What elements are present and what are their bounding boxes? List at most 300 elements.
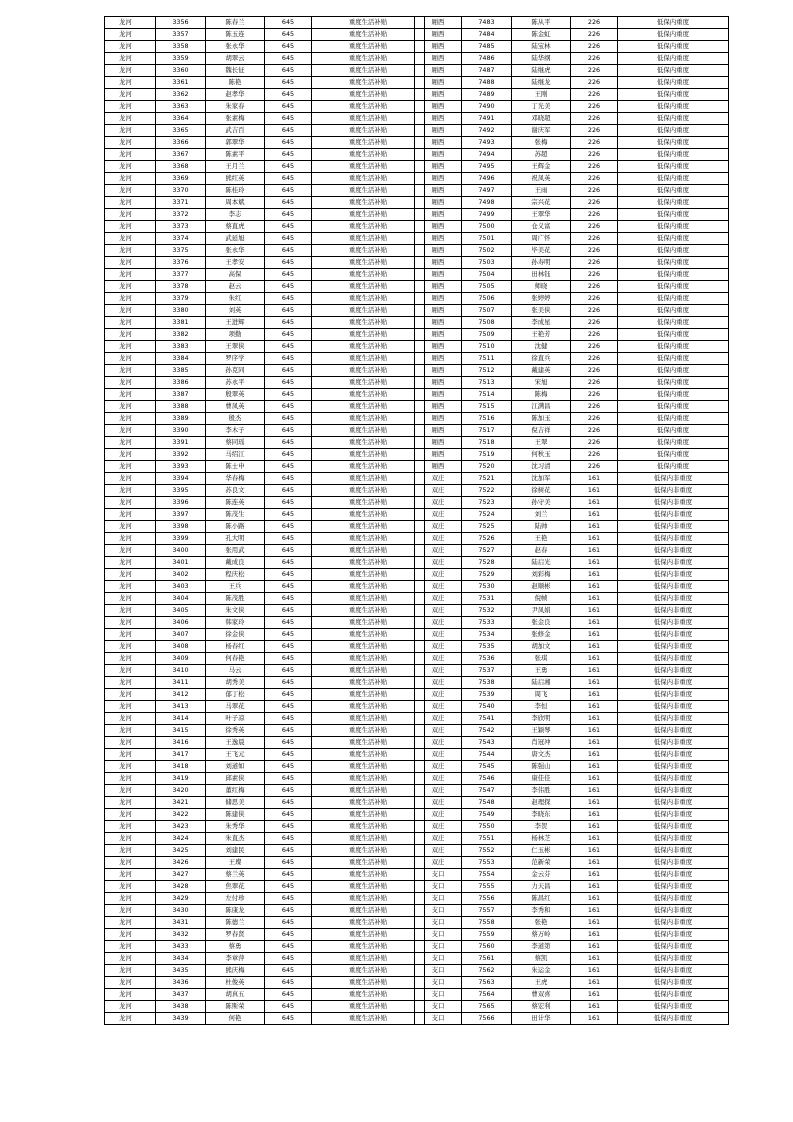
district-cell: 龙河 (105, 137, 156, 149)
amount-cell: 226 (571, 221, 618, 233)
category-cell: 重度生活补贴 (312, 893, 425, 905)
district-cell: 龙河 (105, 89, 156, 101)
category-cell: 重度生活补贴 (312, 581, 425, 593)
amount-cell: 161 (571, 629, 618, 641)
amount-cell: 645 (265, 149, 312, 161)
serial-cell: 7510 (462, 341, 512, 353)
category-cell: 重度生活补贴 (312, 401, 425, 413)
serial-cell: 3371 (156, 197, 206, 209)
table-row (415, 65, 729, 77)
district-cell: 厢西 (415, 41, 462, 53)
table-row (415, 245, 729, 257)
category-cell: 低保内非重度 (618, 497, 729, 509)
amount-cell: 645 (265, 377, 312, 389)
district-cell: 双庄 (415, 473, 462, 485)
table-row (415, 977, 729, 989)
category-cell: 低保内非重度 (618, 665, 729, 677)
category-cell: 重度生活补贴 (312, 101, 425, 113)
amount-cell: 161 (571, 785, 618, 797)
serial-cell: 3423 (156, 821, 206, 833)
name-cell: 徐直兵 (512, 353, 571, 365)
district-cell: 龙河 (105, 941, 156, 953)
amount-cell: 645 (265, 461, 312, 473)
amount-cell: 161 (571, 833, 618, 845)
serial-cell: 7495 (462, 161, 512, 173)
amount-cell: 645 (265, 185, 312, 197)
amount-cell: 645 (265, 941, 312, 953)
category-cell: 低保内重度 (618, 89, 729, 101)
name-cell: 陈建侠 (206, 809, 265, 821)
serial-cell: 7546 (462, 773, 512, 785)
amount-cell: 645 (265, 557, 312, 569)
name-cell: 力天昌 (512, 881, 571, 893)
table-row (105, 797, 425, 809)
category-cell: 重度生活补贴 (312, 977, 425, 989)
category-cell: 低保内非重度 (618, 761, 729, 773)
district-cell: 支口 (415, 965, 462, 977)
amount-cell: 645 (265, 293, 312, 305)
name-cell: 马绍江 (206, 449, 265, 461)
table-row (415, 1013, 729, 1025)
serial-cell: 3413 (156, 701, 206, 713)
amount-cell: 645 (265, 413, 312, 425)
name-cell: 孙寿明 (512, 257, 571, 269)
category-cell: 重度生活补贴 (312, 113, 425, 125)
district-cell: 厢西 (415, 149, 462, 161)
district-cell: 厢西 (415, 89, 462, 101)
table-row (415, 941, 729, 953)
name-cell: 刘彩梅 (512, 569, 571, 581)
name-cell: 范新荣 (512, 857, 571, 869)
amount-cell: 645 (265, 113, 312, 125)
amount-cell: 226 (571, 389, 618, 401)
district-cell: 双庄 (415, 521, 462, 533)
serial-cell: 7562 (462, 965, 512, 977)
district-cell: 龙河 (105, 461, 156, 473)
table-row (415, 665, 729, 677)
category-cell: 低保内重度 (618, 461, 729, 473)
amount-cell: 645 (265, 569, 312, 581)
amount-cell: 645 (265, 689, 312, 701)
table-row (105, 329, 425, 341)
table-row (415, 593, 729, 605)
table-row (415, 737, 729, 749)
table-row (105, 245, 425, 257)
serial-cell: 3424 (156, 833, 206, 845)
serial-cell: 3425 (156, 845, 206, 857)
table-row (105, 665, 425, 677)
amount-cell: 645 (265, 857, 312, 869)
amount-cell: 645 (265, 161, 312, 173)
district-cell: 龙河 (105, 725, 156, 737)
amount-cell: 161 (571, 1001, 618, 1013)
serial-cell: 7506 (462, 293, 512, 305)
amount-cell: 645 (265, 965, 312, 977)
amount-cell: 161 (571, 473, 618, 485)
district-cell: 龙河 (105, 401, 156, 413)
category-cell: 重度生活补贴 (312, 317, 425, 329)
district-cell: 双庄 (415, 689, 462, 701)
amount-cell: 226 (571, 113, 618, 125)
category-cell: 低保内非重度 (618, 557, 729, 569)
category-cell: 重度生活补贴 (312, 245, 425, 257)
district-cell: 龙河 (105, 929, 156, 941)
category-cell: 低保内重度 (618, 449, 729, 461)
name-cell: 王刚 (512, 89, 571, 101)
serial-cell: 3431 (156, 917, 206, 929)
district-cell: 龙河 (105, 701, 156, 713)
name-cell: 陈斯荣 (206, 1001, 265, 1013)
name-cell: 张金良 (512, 617, 571, 629)
table-row (105, 845, 425, 857)
district-cell: 龙河 (105, 1001, 156, 1013)
amount-cell: 161 (571, 869, 618, 881)
district-cell: 龙河 (105, 161, 156, 173)
district-cell: 龙河 (105, 581, 156, 593)
serial-cell: 7515 (462, 401, 512, 413)
district-cell: 龙河 (105, 773, 156, 785)
amount-cell: 645 (265, 725, 312, 737)
serial-cell: 3367 (156, 149, 206, 161)
serial-cell: 3384 (156, 353, 206, 365)
district-cell: 双庄 (415, 785, 462, 797)
district-cell: 龙河 (105, 953, 156, 965)
amount-cell: 161 (571, 1013, 618, 1025)
serial-cell: 7534 (462, 629, 512, 641)
district-cell: 龙河 (105, 821, 156, 833)
district-cell: 双庄 (415, 845, 462, 857)
category-cell: 低保内重度 (618, 329, 729, 341)
district-cell: 龙河 (105, 257, 156, 269)
name-cell: 尹凤娟 (512, 605, 571, 617)
district-cell: 厢西 (415, 245, 462, 257)
category-cell: 低保内重度 (618, 353, 729, 365)
name-cell: 蔡同瑶 (206, 437, 265, 449)
table-row (105, 53, 425, 65)
category-cell: 低保内重度 (618, 137, 729, 149)
district-cell: 龙河 (105, 521, 156, 533)
table-row (105, 341, 425, 353)
district-cell: 厢西 (415, 185, 462, 197)
name-cell: 戴建英 (512, 365, 571, 377)
district-cell: 厢西 (415, 293, 462, 305)
amount-cell: 645 (265, 53, 312, 65)
serial-cell: 7530 (462, 581, 512, 593)
amount-cell: 645 (265, 761, 312, 773)
category-cell: 低保内重度 (618, 101, 729, 113)
name-cell: 邱素侠 (206, 773, 265, 785)
table-row (105, 425, 425, 437)
name-cell: 何秋玉 (512, 449, 571, 461)
name-cell: 沈加军 (512, 473, 571, 485)
table-row (105, 497, 425, 509)
serial-cell: 7518 (462, 437, 512, 449)
district-cell: 厢西 (415, 209, 462, 221)
table-row (105, 941, 425, 953)
amount-cell: 226 (571, 209, 618, 221)
name-cell: 杨林芝 (512, 833, 571, 845)
category-cell: 低保内重度 (618, 341, 729, 353)
serial-cell: 7497 (462, 185, 512, 197)
serial-cell: 3358 (156, 41, 206, 53)
name-cell: 朱文侠 (206, 605, 265, 617)
serial-cell: 3385 (156, 365, 206, 377)
category-cell: 低保内非重度 (618, 485, 729, 497)
category-cell: 低保内重度 (618, 293, 729, 305)
name-cell: 仁玉彬 (512, 845, 571, 857)
serial-cell: 3391 (156, 437, 206, 449)
category-cell: 低保内非重度 (618, 689, 729, 701)
table-row (105, 605, 425, 617)
category-cell: 低保内重度 (618, 221, 729, 233)
amount-cell: 645 (265, 65, 312, 77)
table-row (415, 893, 729, 905)
name-cell: 朱运金 (512, 965, 571, 977)
district-cell: 支口 (415, 905, 462, 917)
amount-cell: 645 (265, 401, 312, 413)
table-row (105, 557, 425, 569)
table-row (415, 953, 729, 965)
table-row (415, 473, 729, 485)
name-cell: 李贺 (512, 821, 571, 833)
amount-cell: 645 (265, 341, 312, 353)
category-cell: 低保内重度 (618, 53, 729, 65)
table-row (105, 953, 425, 965)
serial-cell: 3405 (156, 605, 206, 617)
serial-cell: 3406 (156, 617, 206, 629)
name-cell: 张用武 (206, 545, 265, 557)
table-row (415, 629, 729, 641)
district-cell: 双庄 (415, 485, 462, 497)
category-cell: 低保内重度 (618, 65, 729, 77)
category-cell: 低保内重度 (618, 197, 729, 209)
category-cell: 重度生活补贴 (312, 917, 425, 929)
district-cell: 龙河 (105, 113, 156, 125)
district-cell: 支口 (415, 1001, 462, 1013)
district-cell: 厢西 (415, 77, 462, 89)
table-row (415, 461, 729, 473)
district-cell: 厢西 (415, 17, 462, 29)
serial-cell: 3383 (156, 341, 206, 353)
district-cell: 龙河 (105, 173, 156, 185)
amount-cell: 226 (571, 197, 618, 209)
category-cell: 低保内非重度 (618, 725, 729, 737)
serial-cell: 3414 (156, 713, 206, 725)
category-cell: 重度生活补贴 (312, 377, 425, 389)
amount-cell: 161 (571, 653, 618, 665)
table-row (415, 77, 729, 89)
category-cell: 低保内非重度 (618, 581, 729, 593)
table-row (415, 53, 729, 65)
category-cell: 低保内非重度 (618, 941, 729, 953)
table-row (105, 161, 425, 173)
table-row (105, 1001, 425, 1013)
category-cell: 重度生活补贴 (312, 797, 425, 809)
serial-cell: 7520 (462, 461, 512, 473)
amount-cell: 161 (571, 905, 618, 917)
category-cell: 低保内重度 (618, 209, 729, 221)
table-row (415, 1001, 729, 1013)
category-cell: 重度生活补贴 (312, 953, 425, 965)
table-row (415, 713, 729, 725)
name-cell: 陈康龙 (206, 905, 265, 917)
district-cell: 龙河 (105, 125, 156, 137)
district-cell: 龙河 (105, 677, 156, 689)
serial-cell: 3360 (156, 65, 206, 77)
name-cell: 韩家玲 (206, 617, 265, 629)
name-cell: 左付珍 (206, 893, 265, 905)
district-cell: 龙河 (105, 77, 156, 89)
serial-cell: 7561 (462, 953, 512, 965)
district-cell: 龙河 (105, 965, 156, 977)
table-row (105, 593, 425, 605)
table-row (415, 785, 729, 797)
district-cell: 龙河 (105, 65, 156, 77)
district-cell: 厢西 (415, 65, 462, 77)
name-cell: 金云芬 (512, 869, 571, 881)
name-cell: 蔡直虎 (206, 221, 265, 233)
table-row (105, 77, 425, 89)
category-cell: 低保内非重度 (618, 821, 729, 833)
name-cell: 陈连英 (206, 497, 265, 509)
table-row (415, 137, 729, 149)
name-cell: 田林钰 (512, 269, 571, 281)
serial-cell: 7486 (462, 53, 512, 65)
table-row (415, 353, 729, 365)
name-cell: 高保 (206, 269, 265, 281)
table-row (105, 581, 425, 593)
table-row (105, 101, 425, 113)
category-cell: 重度生活补贴 (312, 221, 425, 233)
table-row (415, 173, 729, 185)
name-cell: 胡秀美 (206, 677, 265, 689)
amount-cell: 645 (265, 701, 312, 713)
serial-cell: 7504 (462, 269, 512, 281)
amount-cell: 161 (571, 977, 618, 989)
name-cell: 苏良文 (206, 485, 265, 497)
category-cell: 重度生活补贴 (312, 773, 425, 785)
serial-cell: 3415 (156, 725, 206, 737)
category-cell: 重度生活补贴 (312, 821, 425, 833)
serial-cell: 7527 (462, 545, 512, 557)
amount-cell: 161 (571, 521, 618, 533)
name-cell: 张永华 (206, 41, 265, 53)
category-cell: 低保内非重度 (618, 677, 729, 689)
amount-cell: 645 (265, 953, 312, 965)
name-cell: 郭翠华 (206, 137, 265, 149)
table-row (105, 173, 425, 185)
district-cell: 龙河 (105, 341, 156, 353)
amount-cell: 645 (265, 305, 312, 317)
name-cell: 周本斌 (206, 197, 265, 209)
category-cell: 重度生活补贴 (312, 173, 425, 185)
serial-cell: 3389 (156, 413, 206, 425)
table-row (415, 293, 729, 305)
serial-cell: 7503 (462, 257, 512, 269)
table-row (415, 617, 729, 629)
serial-cell: 3374 (156, 233, 206, 245)
serial-cell: 3419 (156, 773, 206, 785)
table-row (105, 809, 425, 821)
amount-cell: 645 (265, 425, 312, 437)
name-cell: 陈玉连 (206, 29, 265, 41)
name-cell: 何春艳 (206, 653, 265, 665)
serial-cell: 3426 (156, 857, 206, 869)
district-cell: 厢西 (415, 173, 462, 185)
serial-cell: 7494 (462, 149, 512, 161)
amount-cell: 645 (265, 257, 312, 269)
name-cell: 陆宝林 (512, 41, 571, 53)
serial-cell: 7550 (462, 821, 512, 833)
district-cell: 双庄 (415, 605, 462, 617)
serial-cell: 3398 (156, 521, 206, 533)
serial-cell: 3361 (156, 77, 206, 89)
category-cell: 低保内非重度 (618, 545, 729, 557)
category-cell: 低保内非重度 (618, 989, 729, 1001)
table-row (105, 65, 425, 77)
table-row (415, 413, 729, 425)
name-cell: 董红梅 (206, 785, 265, 797)
district-cell: 双庄 (415, 701, 462, 713)
table-row (105, 233, 425, 245)
name-cell: 李道第 (512, 941, 571, 953)
serial-cell: 3395 (156, 485, 206, 497)
district-cell: 龙河 (105, 53, 156, 65)
category-cell: 重度生活补贴 (312, 281, 425, 293)
amount-cell: 645 (265, 509, 312, 521)
table-row (415, 329, 729, 341)
district-cell: 支口 (415, 1013, 462, 1025)
district-cell: 龙河 (105, 233, 156, 245)
serial-cell: 3364 (156, 113, 206, 125)
table-row (105, 929, 425, 941)
serial-cell: 3382 (156, 329, 206, 341)
district-cell: 厢西 (415, 413, 462, 425)
name-cell: 李章萍 (206, 953, 265, 965)
serial-cell: 3379 (156, 293, 206, 305)
name-cell: 赵理探 (512, 797, 571, 809)
table-row (105, 473, 425, 485)
serial-cell: 3387 (156, 389, 206, 401)
serial-cell: 3390 (156, 425, 206, 437)
category-cell: 低保内重度 (618, 149, 729, 161)
serial-cell: 3386 (156, 377, 206, 389)
table-row (415, 305, 729, 317)
table-row (415, 389, 729, 401)
serial-cell: 7505 (462, 281, 512, 293)
serial-cell: 3410 (156, 665, 206, 677)
category-cell: 低保内非重度 (618, 953, 729, 965)
name-cell: 殷杰 (206, 413, 265, 425)
serial-cell: 3422 (156, 809, 206, 821)
amount-cell: 645 (265, 221, 312, 233)
category-cell: 重度生活补贴 (312, 185, 425, 197)
district-cell: 双庄 (415, 797, 462, 809)
category-cell: 低保内非重度 (618, 593, 729, 605)
serial-cell: 3376 (156, 257, 206, 269)
serial-cell: 7539 (462, 689, 512, 701)
category-cell: 重度生活补贴 (312, 125, 425, 137)
category-cell: 低保内非重度 (618, 881, 729, 893)
amount-cell: 226 (571, 53, 618, 65)
amount-cell: 645 (265, 653, 312, 665)
serial-cell: 3417 (156, 749, 206, 761)
name-cell: 魏长征 (206, 65, 265, 77)
table-row (105, 257, 425, 269)
serial-cell: 3377 (156, 269, 206, 281)
district-cell: 龙河 (105, 977, 156, 989)
serial-cell: 7543 (462, 737, 512, 749)
